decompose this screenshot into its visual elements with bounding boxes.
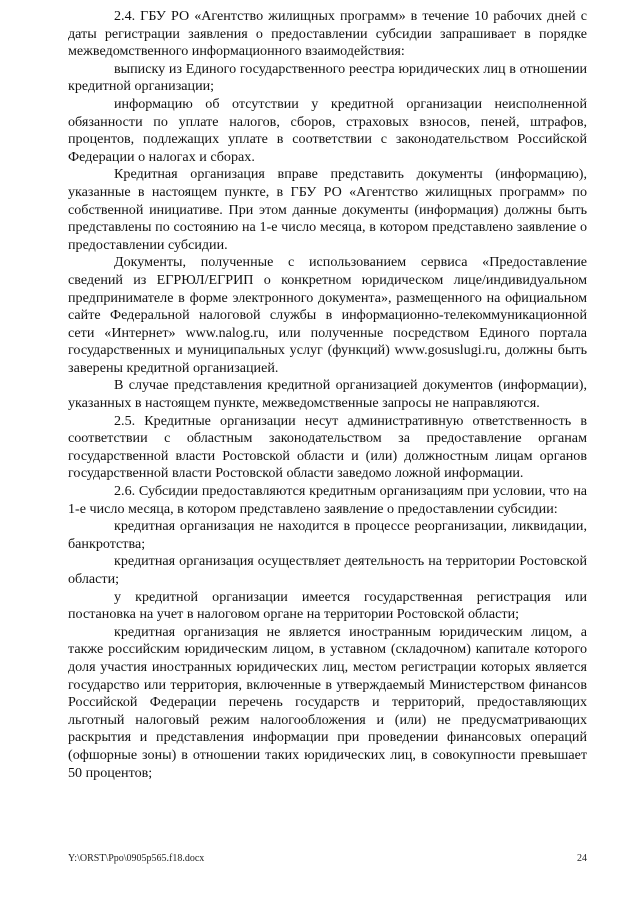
paragraph-operates-in-region: кредитная организация осуществляет деятельность на территории Ростовской области; — [68, 553, 587, 587]
paragraph-2-4: 2.4. ГБУ РО «Агентство жилищных программ» в течение 10 рабочих дней с даты регистрации заявления о предоставлении субсидии запрашивает в порядке межведомственного информационного взаимодействия: — [68, 8, 587, 60]
paragraph-service-documents: Документы, полученные с использованием сервиса «Предоставление сведений из ЕГРЮЛ/ЕГРИП о конкретном юридическом лице/индивидуальном предпринимателе в форме электронного документа», размещенного на официальном сайте Федеральной налоговой службы в информационно-телекоммуникационной сети «Интернет» www.nalog.ru, или полученные посредством Единого портала государственных и муниципальных услуг (функций) www.gosuslugi.ru, должны быть заверены кредитной организацией. — [68, 254, 587, 376]
paragraph-egrul-extract: выписку из Единого государственного реестра юридических лиц в отношении кредитной организации; — [68, 60, 587, 95]
paragraph-own-initiative: Кредитная организация вправе представить документы (информацию), указанные в настоящем пункте, в ГБУ РО «Агентство жилищных программ» по собственной инициативе. При этом данные документы (информация) должны быть представлены по состоянию на 1-е число месяца, в котором представлено заявление о предоставлении субсидии. — [68, 166, 587, 253]
paragraph-2-6: 2.6. Субсидии предоставляются кредитным организациям при условии, что на 1-е число месяца, в котором представлено заявление о предоставлении субсидии: — [68, 483, 587, 517]
document-body — [68, 8, 587, 782]
paragraph-no-requests: В случае представления кредитной организацией документов (информации), указанных в настоящем пункте, межведомственные запросы не направляются. — [68, 377, 587, 412]
paragraph-tax-info: информацию об отсутствии у кредитной организации неисполненной обязанности по уплате налогов, сборов, страховых взносов, пеней, штрафов, процентов, подлежащих уплате в соответствии с законодательством Российской Федерации о налогах и сборах. — [68, 95, 587, 165]
paragraph-not-reorganizing: кредитная организация не находится в процессе реорганизации, ликвидации, банкротства; — [68, 518, 587, 552]
page-number: 24 — [577, 853, 587, 864]
footer-file-path: Y:\ORST\Ppo\0905p565.f18.docx — [68, 853, 205, 864]
paragraph-2-5: 2.5. Кредитные организации несут административную ответственность в соответствии с областным законодательством за предоставление органам государственной власти Ростовской области и (или) должностным лицам органов государственной власти Ростовской области заведомо ложной информации. — [68, 412, 587, 482]
paragraph-registration: у кредитной организации имеется государственная регистрация или постановка на учет в налоговом органе на территории Ростовской области; — [68, 588, 587, 623]
paragraph-not-foreign: кредитная организация не является иностранным юридическим лицом, а также российским юридическим лицом, в уставном (складочном) капитале которого доля участия иностранных юридических лиц, местом регистрации которых является государство или территория, включенные в утверждаемый Министерством финансов Российской Федерации перечень государств и территорий, предоставляющих льготный налоговый режим налогообложения и (или) не предусматривающих раскрытия и представления информации при проведении финансовых операций (офшорные зоны) в отношении таких юридических лиц, в совокупности превышает 50 процентов; — [68, 623, 587, 781]
